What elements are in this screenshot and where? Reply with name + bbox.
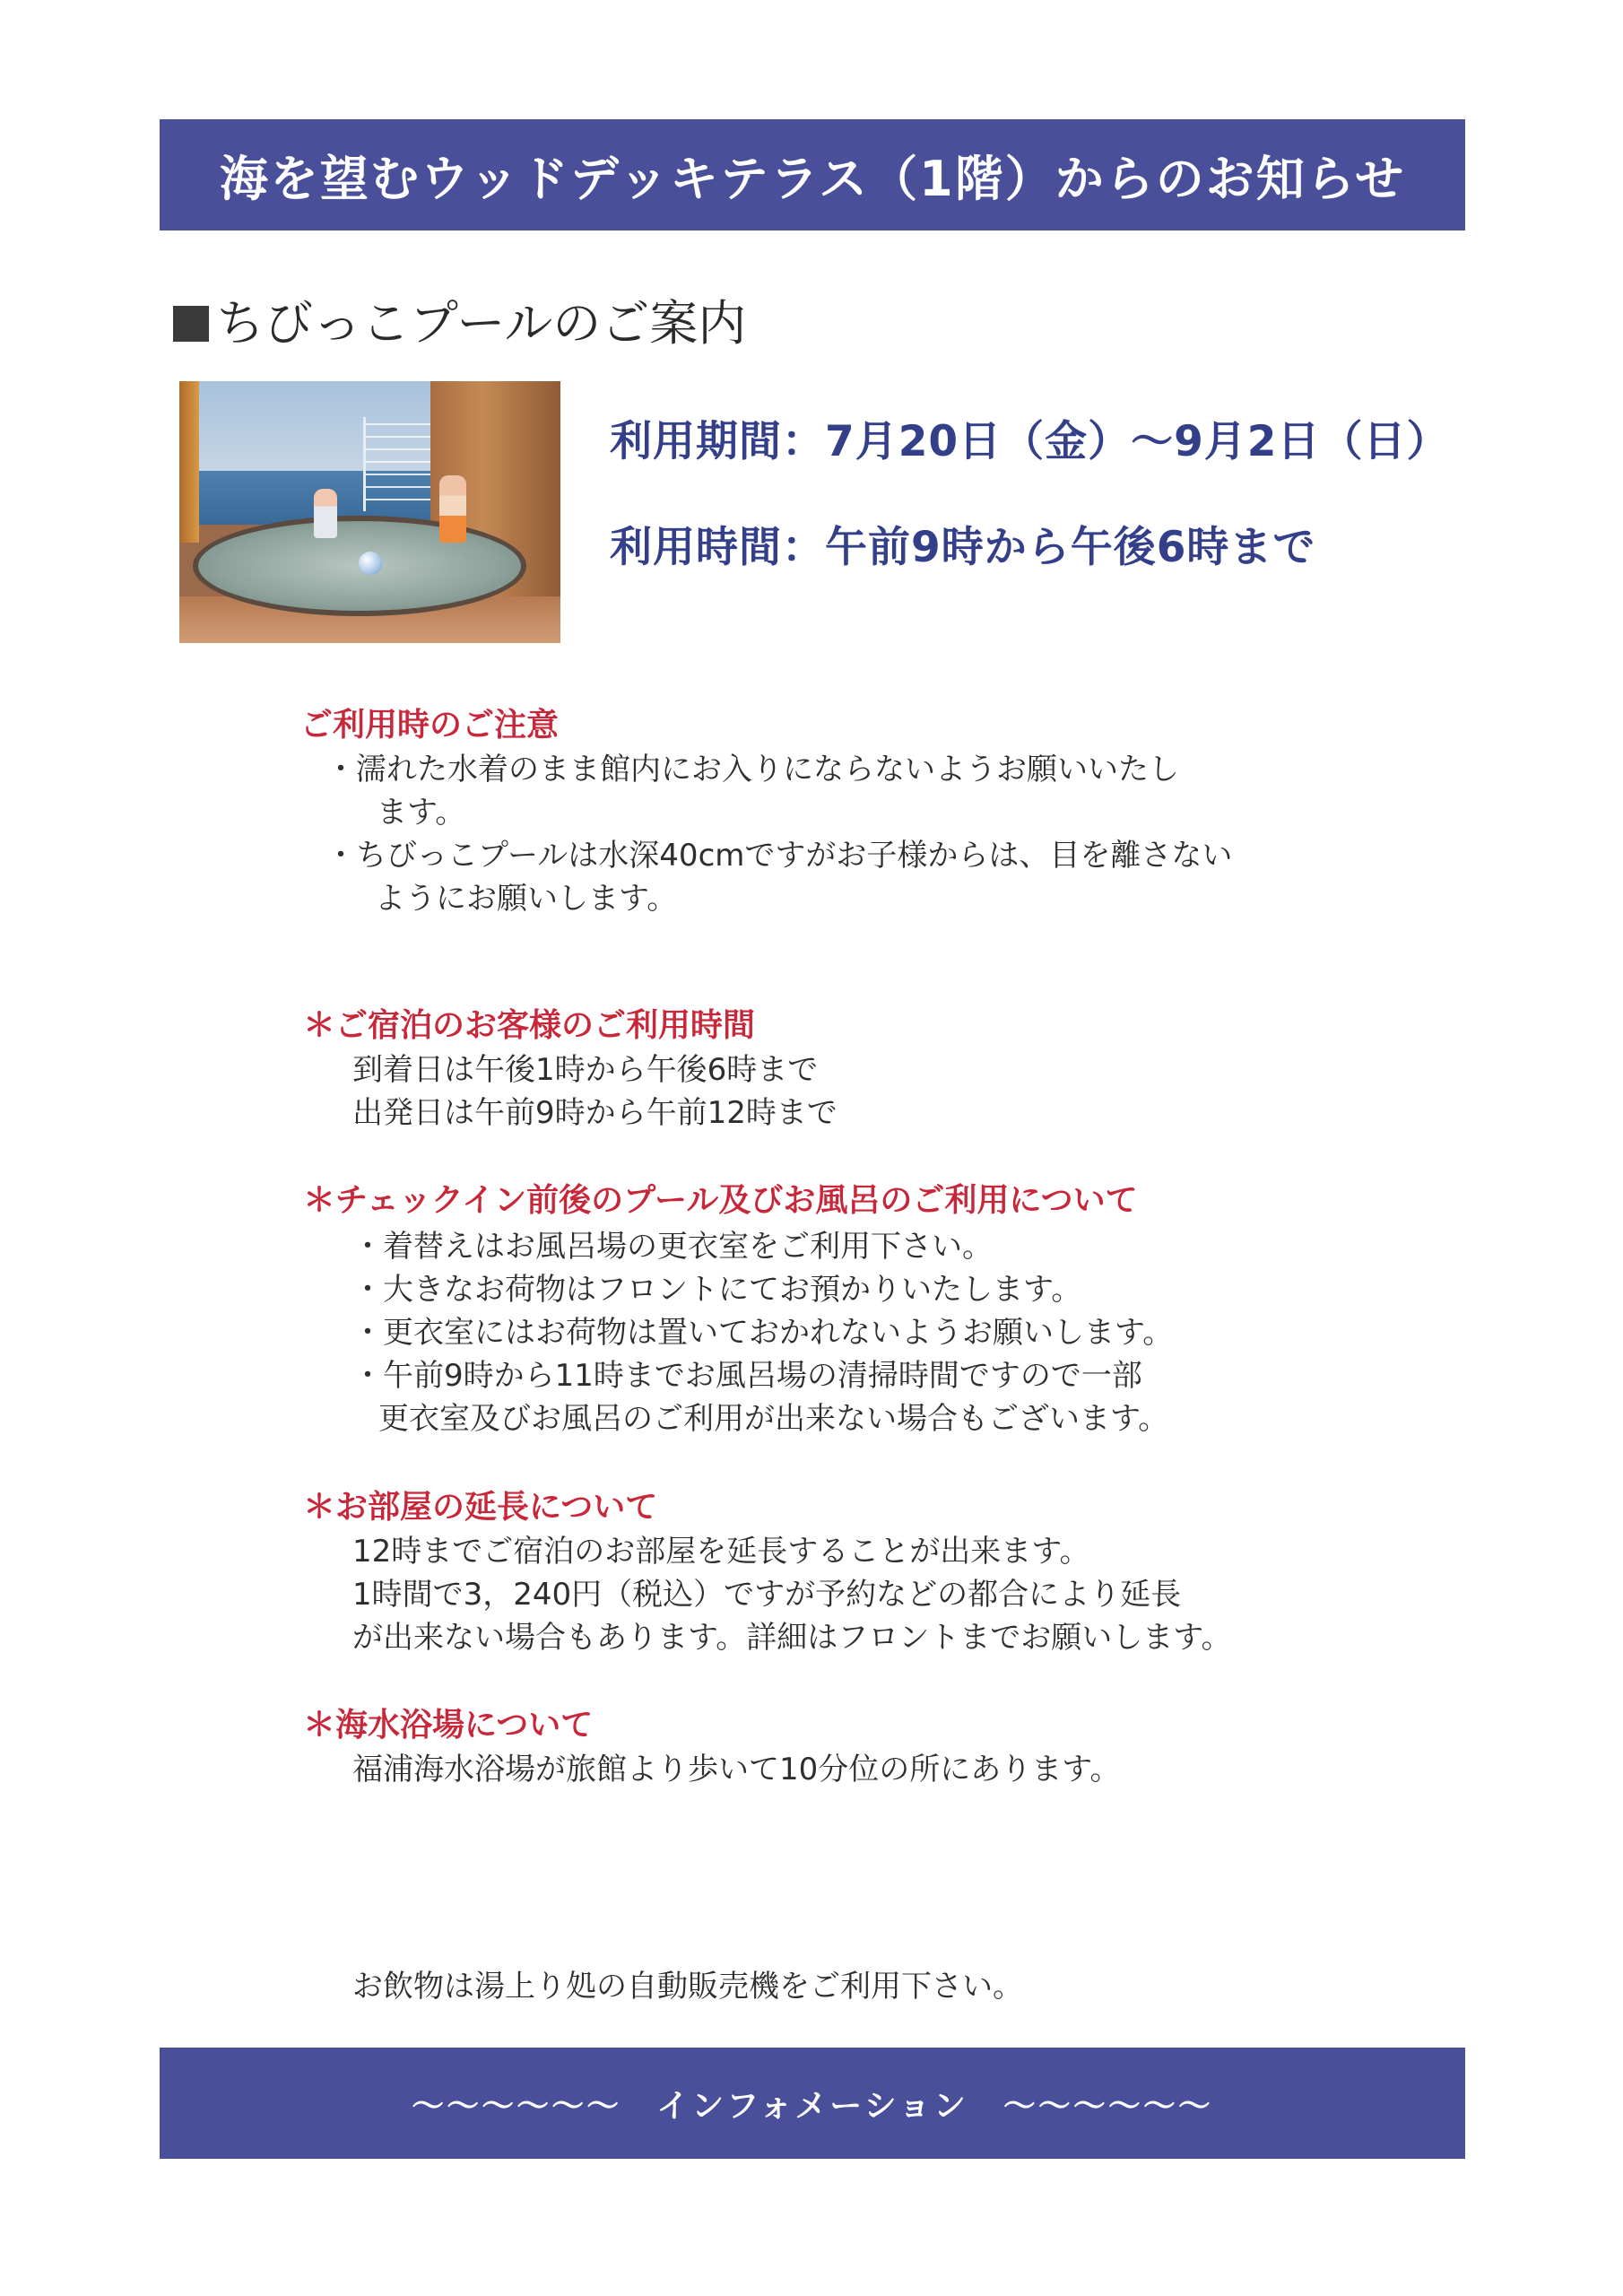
caution-line: ます。	[377, 795, 466, 831]
section-heading-text: ちびっこプールのご案内	[216, 295, 747, 352]
usage-hours: 利用時間：午前9時から午後6時まで	[610, 523, 1316, 572]
checkin-line: ・更衣室にはお荷物は置いておかれないようお願いします。	[352, 1315, 1174, 1351]
footer-text: ～～～～～～ インフォメーション ～～～～～～	[412, 2087, 1213, 2125]
checkin-heading: ＊チェックイン前後のプール及びお風呂のご利用について	[303, 1182, 1138, 1219]
guest-hours-heading: ＊ご宿泊のお客様のご利用時間	[303, 1007, 756, 1044]
extension-line: が出来ない場合もあります。詳細はフロントまでお願いします。	[352, 1620, 1232, 1656]
section-heading	[173, 285, 746, 354]
guest-hours-line: 到着日は午後1時から午後6時まで	[352, 1052, 819, 1088]
drinks-note: お飲物は湯上り処の自動販売機をご利用下さい。	[352, 1969, 1023, 2005]
checkin-line: 更衣室及びお風呂のご利用が出来ない場合もございます。	[378, 1401, 1169, 1437]
header-banner	[160, 119, 1465, 230]
footer-banner	[160, 2048, 1465, 2159]
kids-pool-photo	[179, 381, 560, 643]
page-title: 海を望むウッドデッキテラス（1階）からのお知らせ	[219, 150, 1406, 207]
extension-line: 1時間で3，240円（税込）ですが予約などの都合により延長	[352, 1577, 1182, 1613]
caution-line: ・濡れた水着のまま館内にお入りにならないようお願いいたし	[325, 752, 1179, 787]
checkin-line: ・午前9時から11時までお風呂場の清掃時間ですので一部	[352, 1358, 1142, 1394]
caution-line: ・ちびっこプールは水深40cmですがお子様からは、目を離さない	[325, 838, 1233, 874]
extension-heading: ＊お部屋の延長について	[303, 1489, 658, 1526]
usage-period: 利用期間：7月20日（金）～9月2日（日）	[610, 417, 1450, 466]
beach-heading: ＊海水浴場について	[303, 1707, 594, 1744]
square-bullet-icon	[173, 306, 209, 342]
caution-heading: ご利用時のご注意	[300, 707, 560, 744]
checkin-line: ・大きなお荷物はフロントにてお預かりいたします。	[352, 1272, 1082, 1308]
beach-line: 福浦海水浴場が旅館より歩いて10分位の所にあります。	[352, 1752, 1121, 1787]
caution-line: ようにお願いします。	[375, 881, 678, 917]
extension-line: 12時までご宿泊のお部屋を延長することが出来ます。	[352, 1534, 1090, 1570]
guest-hours-line: 出発日は午前9時から午前12時まで	[352, 1095, 838, 1131]
checkin-line: ・着替えはお風呂場の更衣室をご利用下さい。	[352, 1229, 993, 1265]
